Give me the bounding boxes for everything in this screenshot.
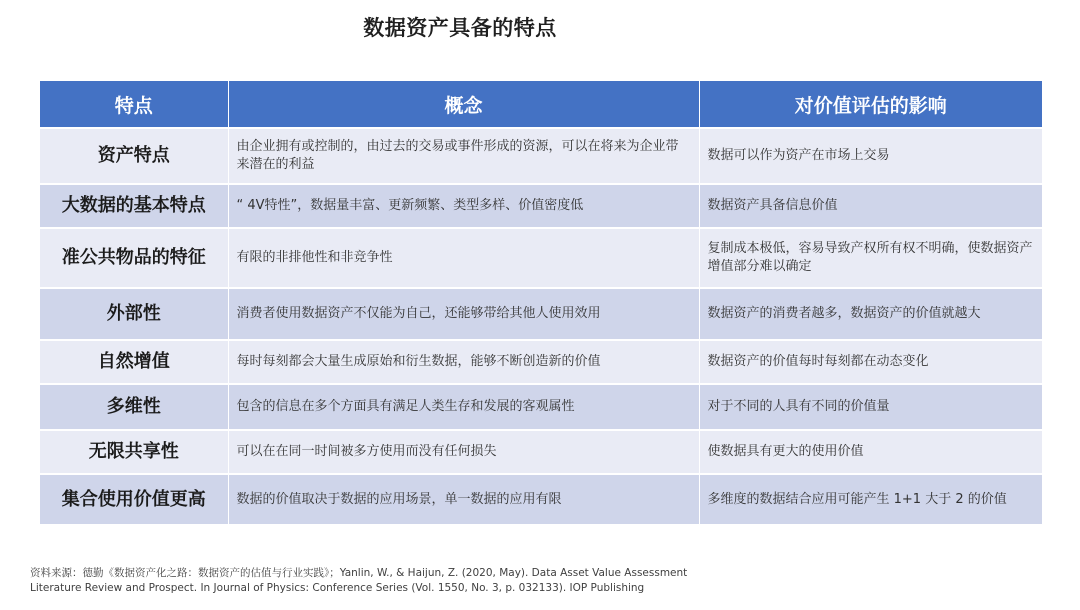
table-row bbox=[40, 228, 1042, 288]
impact-cell: 对于不同的人具有不同的价值量 bbox=[699, 384, 1042, 430]
table-row bbox=[40, 340, 1042, 384]
feature-cell: 外部性 bbox=[40, 288, 228, 340]
feature-cell: 集合使用价值更高 bbox=[40, 474, 228, 524]
table-row bbox=[40, 288, 1042, 340]
impact-cell: 数据资产具备信息价值 bbox=[699, 184, 1042, 228]
page-title: 数据资产具备的特点 bbox=[363, 16, 557, 40]
header-concept: 概念 bbox=[228, 81, 699, 128]
feature-cell: 大数据的基本特点 bbox=[40, 184, 228, 228]
table-header-row bbox=[40, 81, 1042, 128]
feature-cell: 无限共享性 bbox=[40, 430, 228, 474]
concept-cell: 可以在在同一时间被多方使用而没有任何损失 bbox=[228, 430, 699, 474]
feature-cell: 资产特点 bbox=[40, 128, 228, 184]
concept-cell: 包含的信息在多个方面具有满足人类生存和发展的客观属性 bbox=[228, 384, 699, 430]
concept-cell: 有限的非排他性和非竞争性 bbox=[228, 228, 699, 288]
feature-cell: 准公共物品的特征 bbox=[40, 228, 228, 288]
features-table bbox=[40, 81, 1042, 524]
impact-cell: 数据资产的价值每时每刻都在动态变化 bbox=[699, 340, 1042, 384]
concept-cell: 每时每刻都会大量生成原始和衍生数据，能够不断创造新的价值 bbox=[228, 340, 699, 384]
impact-cell: 使数据具有更大的使用价值 bbox=[699, 430, 1042, 474]
impact-cell: 多维度的数据结合应用可能产生 1+1 大于 2 的价值 bbox=[699, 474, 1042, 524]
concept-cell: 数据的价值取决于数据的应用场景，单一数据的应用有限 bbox=[228, 474, 699, 524]
impact-cell: 数据资产的消费者越多，数据资产的价值就越大 bbox=[699, 288, 1042, 340]
table-row bbox=[40, 384, 1042, 430]
source-line-1: 资料来源：德勤《数据资产化之路：数据资产的估值与行业实践》；Yanlin, W., & Haijun, Z. (2020, May). Data Asset Value Assessment bbox=[30, 567, 688, 579]
feature-cell: 自然增值 bbox=[40, 340, 228, 384]
table-row bbox=[40, 184, 1042, 228]
concept-cell: 消费者使用数据资产不仅能为自己，还能够带给其他人使用效用 bbox=[228, 288, 699, 340]
concept-cell: 由企业拥有或控制的，由过去的交易或事件形成的资源，可以在将来为企业带来潜在的利益 bbox=[228, 128, 699, 184]
header-impact: 对价值评估的影响 bbox=[699, 81, 1042, 128]
table-row bbox=[40, 430, 1042, 474]
concept-cell: “ 4V特性”，数据量丰富、更新频繁、类型多样、价值密度低 bbox=[228, 184, 699, 228]
impact-cell: 复制成本极低，容易导致产权所有权不明确，使数据资产增值部分难以确定 bbox=[699, 228, 1042, 288]
feature-cell: 多维性 bbox=[40, 384, 228, 430]
source-note bbox=[30, 566, 1050, 596]
source-line-2: Literature Review and Prospect. In Journal of Physics: Conference Series (Vol. 1550, No. 3, p. 032133). IOP Publishing bbox=[30, 582, 645, 594]
impact-cell: 数据可以作为资产在市场上交易 bbox=[699, 128, 1042, 184]
table-row bbox=[40, 128, 1042, 184]
table-row bbox=[40, 474, 1042, 524]
header-feature: 特点 bbox=[40, 81, 228, 128]
